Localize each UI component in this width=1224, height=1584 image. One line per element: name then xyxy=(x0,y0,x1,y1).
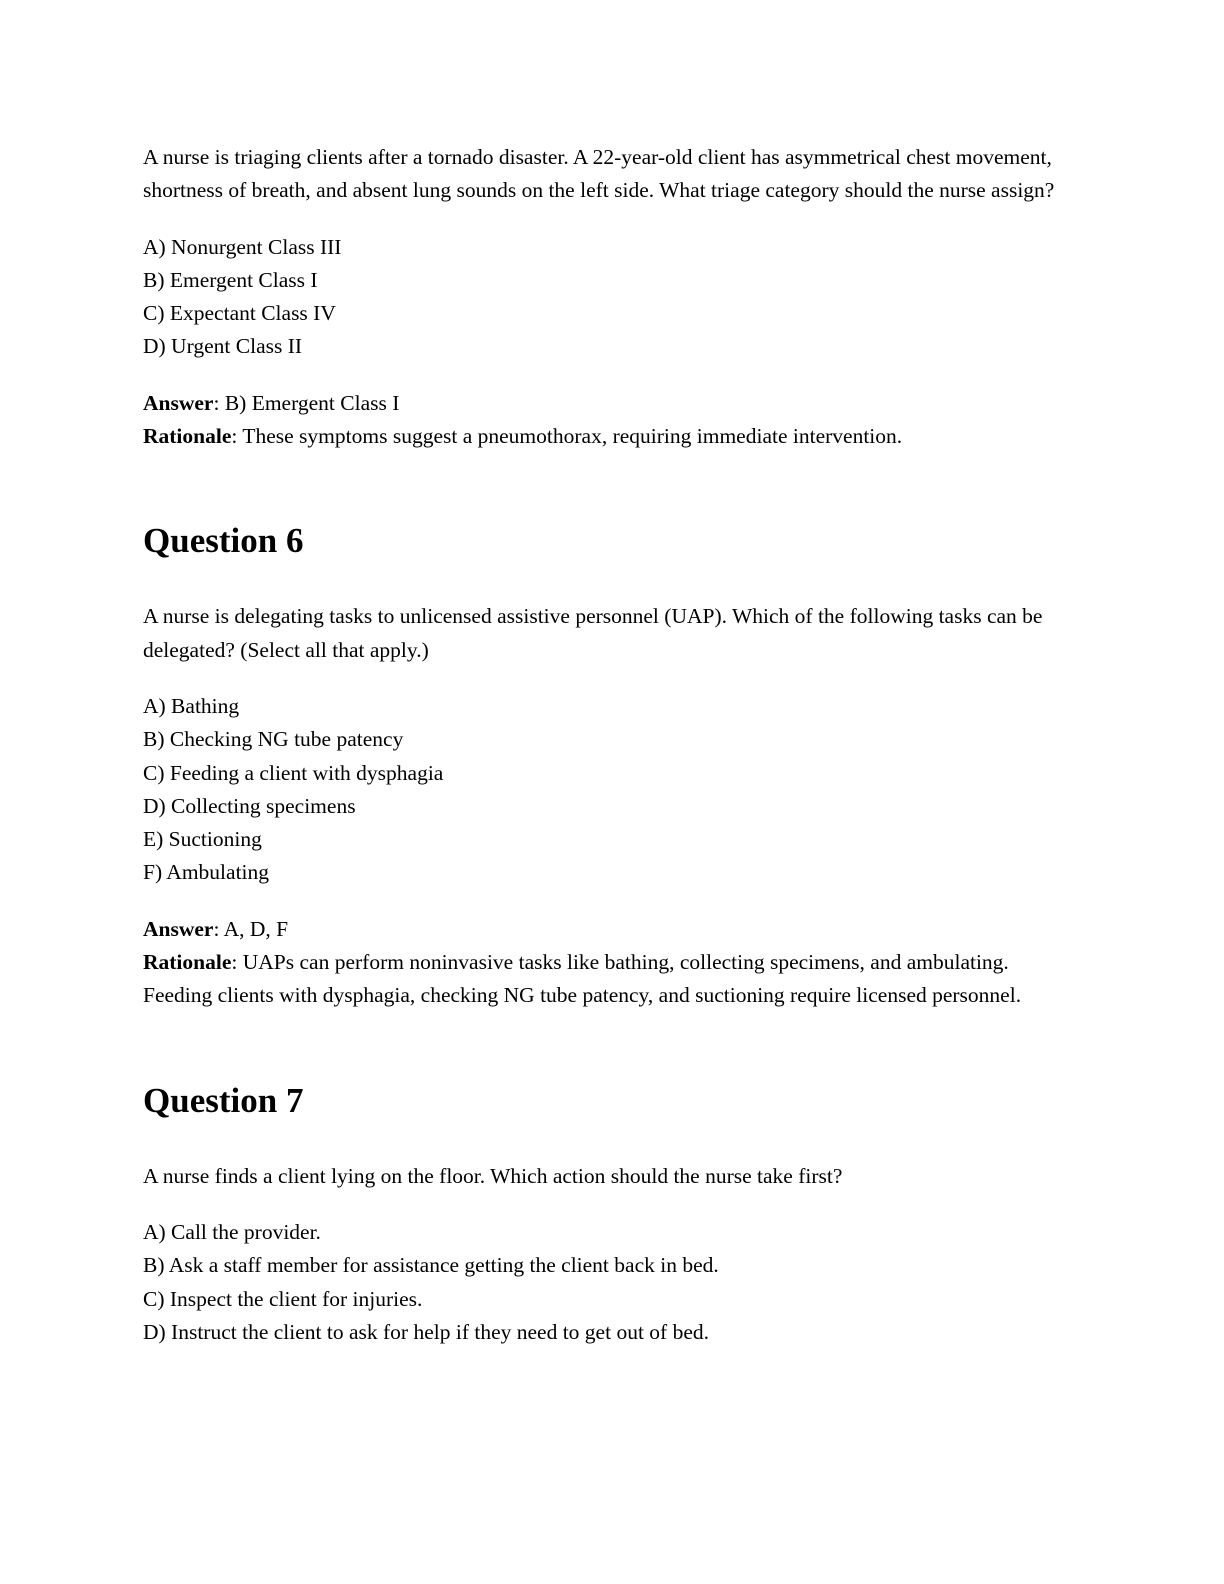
rationale-text: : UAPs can perform noninvasive tasks like bathing, collecting specimens, and ambulating. Feeding clients with dysphagia, checking NG tube patency, and suctioning require licensed personnel. xyxy=(143,950,1022,1008)
option-a: A) Bathing xyxy=(143,693,240,718)
question-stem: A nurse finds a client lying on the floor. Which action should the nurse take first? xyxy=(143,1163,843,1188)
question-heading: Question 6 xyxy=(143,521,304,561)
option-d: D) Instruct the client to ask for help if they need to get out of bed. xyxy=(143,1319,710,1344)
option-b: B) Emergent Class I xyxy=(143,267,318,292)
option-d: D) Urgent Class II xyxy=(143,334,303,359)
option-d: D) Collecting specimens xyxy=(143,793,356,818)
option-list xyxy=(143,1216,1063,1349)
option-b: B) Checking NG tube patency xyxy=(143,727,404,752)
option-list xyxy=(143,690,1063,890)
option-c: C) Inspect the client for injuries. xyxy=(143,1286,423,1311)
question-6 xyxy=(143,519,1063,1012)
answer-text: : A, D, F xyxy=(213,916,289,941)
answer-label: Answer xyxy=(143,916,214,941)
rationale-text: : These symptoms suggest a pneumothorax, requiring immediate intervention. xyxy=(231,424,903,449)
question-heading: Question 7 xyxy=(143,1080,304,1120)
option-c: C) Feeding a client with dysphagia xyxy=(143,760,444,785)
answer-line xyxy=(143,913,1063,946)
question-stem: A nurse is delegating tasks to unlicensed assistive personnel (UAP). Which of the following tasks can be delegated? (Select all that apply.) xyxy=(143,604,1043,662)
option-e: E) Suctioning xyxy=(143,827,262,852)
option-a: A) Nonurgent Class III xyxy=(143,234,342,259)
option-c: C) Expectant Class IV xyxy=(143,301,336,326)
rationale-label: Rationale xyxy=(143,950,232,975)
question-7 xyxy=(143,1079,1063,1349)
option-a: A) Call the provider. xyxy=(143,1219,321,1244)
answer-label: Answer xyxy=(143,390,214,415)
answer-line xyxy=(143,387,1063,420)
option-list xyxy=(143,231,1063,364)
option-f: F) Ambulating xyxy=(143,860,270,885)
answer-block xyxy=(143,387,1063,454)
question-stem: A nurse is triaging clients after a tornado disaster. A 22-year-old client has asymmetrical chest movement, shortness of breath, and absent lung sounds on the left side. What triage category should the nurse assign? xyxy=(143,145,1055,203)
question-5-continuation xyxy=(143,141,1063,453)
option-b: B) Ask a staff member for assistance getting the client back in bed. xyxy=(143,1253,719,1278)
answer-text: : B) Emergent Class I xyxy=(213,390,400,415)
answer-block xyxy=(143,913,1063,1013)
rationale-label: Rationale xyxy=(143,424,232,449)
rationale-line xyxy=(143,946,1063,1013)
rationale-line xyxy=(143,420,1063,453)
document-page xyxy=(143,141,1063,1372)
